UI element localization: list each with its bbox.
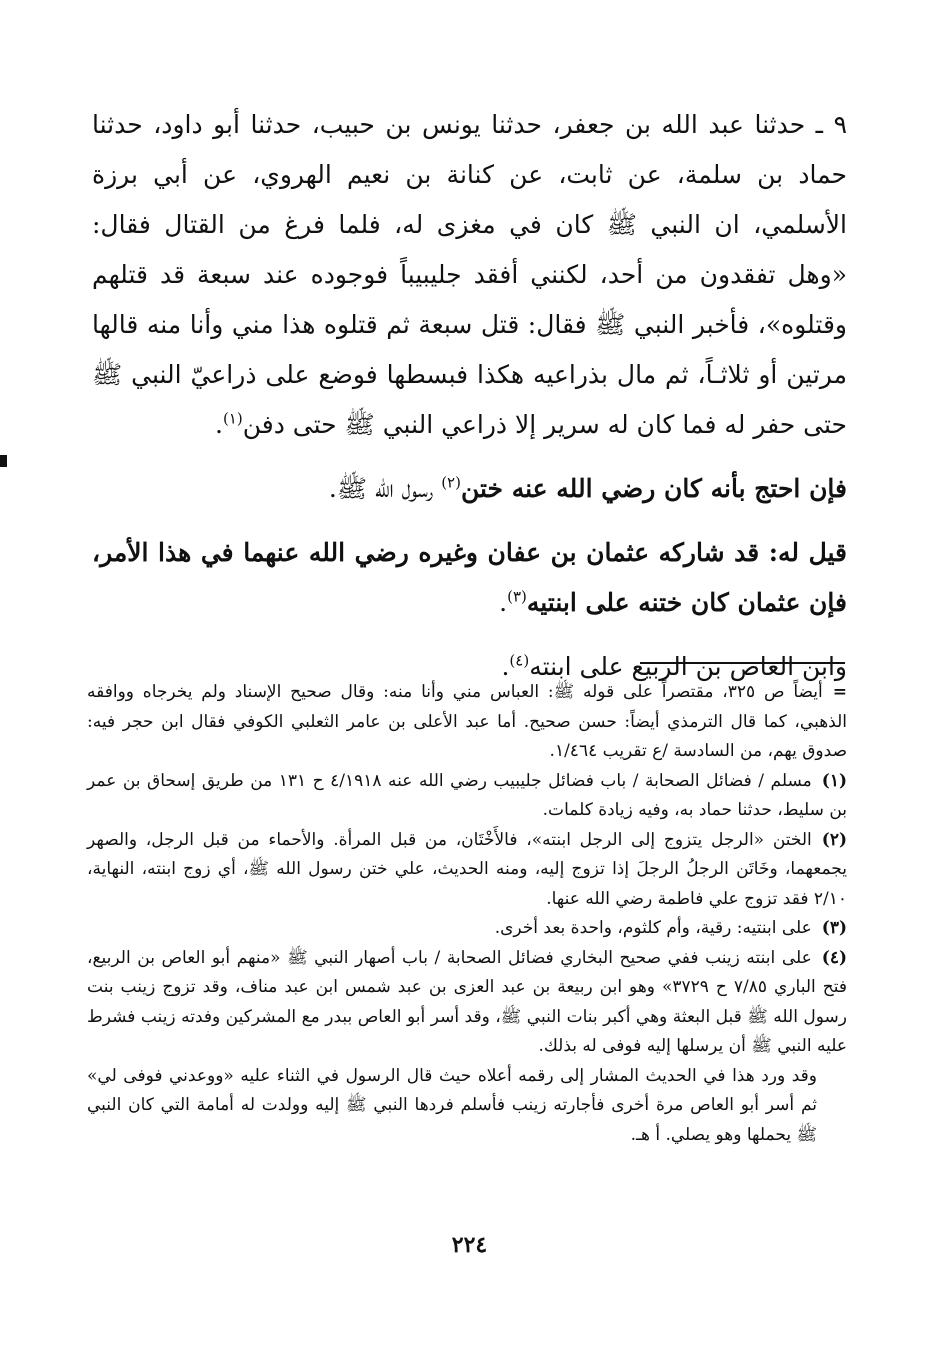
footnote-3 bbox=[87, 914, 847, 944]
period: . bbox=[499, 588, 508, 617]
scan-edge-mark bbox=[0, 455, 7, 467]
footnote-text: الختن «الرجل يتزوج إلى الرجل ابنته»، فالأَخْتَان، من قبل المرأة. والأحماء من قبل الرجل، والصهر يجمعهما، وخَاتَن الرجلُ الرجلَ إذا تزوج إليه، ومنه الحديث، علي ختن رسول الله ﷺ، أي زوج ابنته، النهاية، ٢/١٠ فقد تزوج علي فاطمة رضي الله عنها. bbox=[87, 829, 847, 909]
reply-text: قيل له: قد شاركه عثمان بن عفان وغيره رضي الله عنهما في هذا الأمر، فإن عثمان كان ختنه على ابنتيه bbox=[92, 538, 847, 617]
abu-alas-text: وابن العاص بن الربيع على ابنته bbox=[529, 652, 847, 681]
footnote-text: مسلم / فضائل الصحابة / باب فضائل جليبيب رضي الله عنه ٤/١٩١٨ ح ١٣١ من طريق إسحاق بن عمر بن سليط، حدثنا حماد به، وفيه زيادة كلمات. bbox=[87, 770, 847, 820]
period: . bbox=[214, 410, 223, 439]
footnote-marker: (٢) bbox=[821, 829, 847, 850]
footnote-continuation bbox=[87, 678, 847, 767]
footnote-4-continuation: وقد ورد هذا في الحديث المشار إلى رقمه أعلاه حيث قال الرسول في الثناء عليه «ووعدني فوفى لي» ثم أسر أبو العاص مرة أخرى فأجارته زينب فأسلم فردها النبي ﷺ إليه وولدت له أمامة التي كان النبي ﷺ يحملها وهو يصلي. أ هـ. bbox=[87, 1065, 817, 1145]
footnote-ref-3: (٣) bbox=[507, 587, 527, 606]
footnote-ref-1: (١) bbox=[222, 409, 243, 428]
footnotes bbox=[87, 678, 847, 1150]
hadith-text: ٩ ـ حدثنا عبد الله بن جعفر، حدثنا يونس بن حبيب، حدثنا أبو داود، حدثنا حماد بن سلمة، عن ثابت، عن كنانة بن نعيم الهروي، عن أبي برزة الأسلمي، ان النبي ﷺ كان في مغزى له، فلما فرغ من القتال فقال: «وهل تفقدون من أحد، لكنني أفقد جليبيباً فوجوده عند سبعة قد قتلهم وقتلوه»، فأخبر النبي ﷺ فقال: قتل سبعة ثم قتلوه هذا مني وأنا منه قالها مرتين أو ثلاثـاً، ثم مال بذراعيه هكذا فبسطها فوضع على ذراعيّ النبي ﷺ حتى حفر له فما كان له سرير إلا ذراعي النبي ﷺ حتى دفن bbox=[92, 110, 847, 439]
objection-paragraph bbox=[92, 464, 847, 514]
objection-lead: فإن احتج بأنه كان رضي الله عنه ختن bbox=[460, 474, 847, 503]
footnote-text: على ابنتيه: رقية، وأم كلثوم، واحدة بعد أخرى. bbox=[494, 918, 812, 938]
page-number: ٢٢٤ bbox=[451, 1232, 488, 1258]
footnote-marker: (٣) bbox=[821, 918, 847, 938]
footnote-4 bbox=[87, 944, 847, 1062]
footnote-2 bbox=[87, 826, 847, 915]
footnote-marker: (١) bbox=[821, 770, 847, 791]
footnote-ref-4: (٤) bbox=[509, 651, 530, 670]
footnote-text: أيضاً ص ٣٢٥، مقتصراً على قوله ﷺ: العباس مني وأنا منه: وقال صحيح الإسناد ولم يخرجاه ووافقه الذهبي، كما قال الترمذي أيضاً: حسن صحيح. أما عبد الأعلى بن عامر الثعلبي الكوفي فقال ابن حجر فيه: صدوق يهم، من السادسة /ع تقريب ١/٤٦٤. bbox=[87, 682, 847, 761]
hadith-paragraph bbox=[92, 100, 847, 450]
footnote-1 bbox=[87, 767, 847, 826]
objection-tail: رسول الله ﷺ. bbox=[328, 474, 442, 503]
footnote-marker: = bbox=[832, 682, 847, 702]
footnote-marker: (٤) bbox=[821, 947, 847, 968]
footnote-separator bbox=[640, 662, 845, 664]
reply-paragraph bbox=[92, 528, 847, 628]
main-text bbox=[92, 100, 847, 692]
period: . bbox=[501, 652, 510, 681]
footnote-text: على ابنته زينب ففي صحيح البخاري فضائل الصحابة / باب أصهار النبي ﷺ «منهم أبو العاص بن الربيع، فتح الباري ٧/٨٥ ح ٣٧٢٩» وهو ابن ربيعة بن عبد العزى بن عبد شمس ابن عبد مناف، وقد تزوج زينب بنت رسول الله ﷺ قبل البعثة وهي أكبر بنات النبي ﷺ، وقد أسر أبو العاص ببدر مع المشركين وفدته زينب فشرط عليه النبي ﷺ أن يرسلها إليه فوفى له بذلك. bbox=[87, 947, 848, 1056]
footnote-ref-2: (٢) bbox=[441, 473, 461, 492]
